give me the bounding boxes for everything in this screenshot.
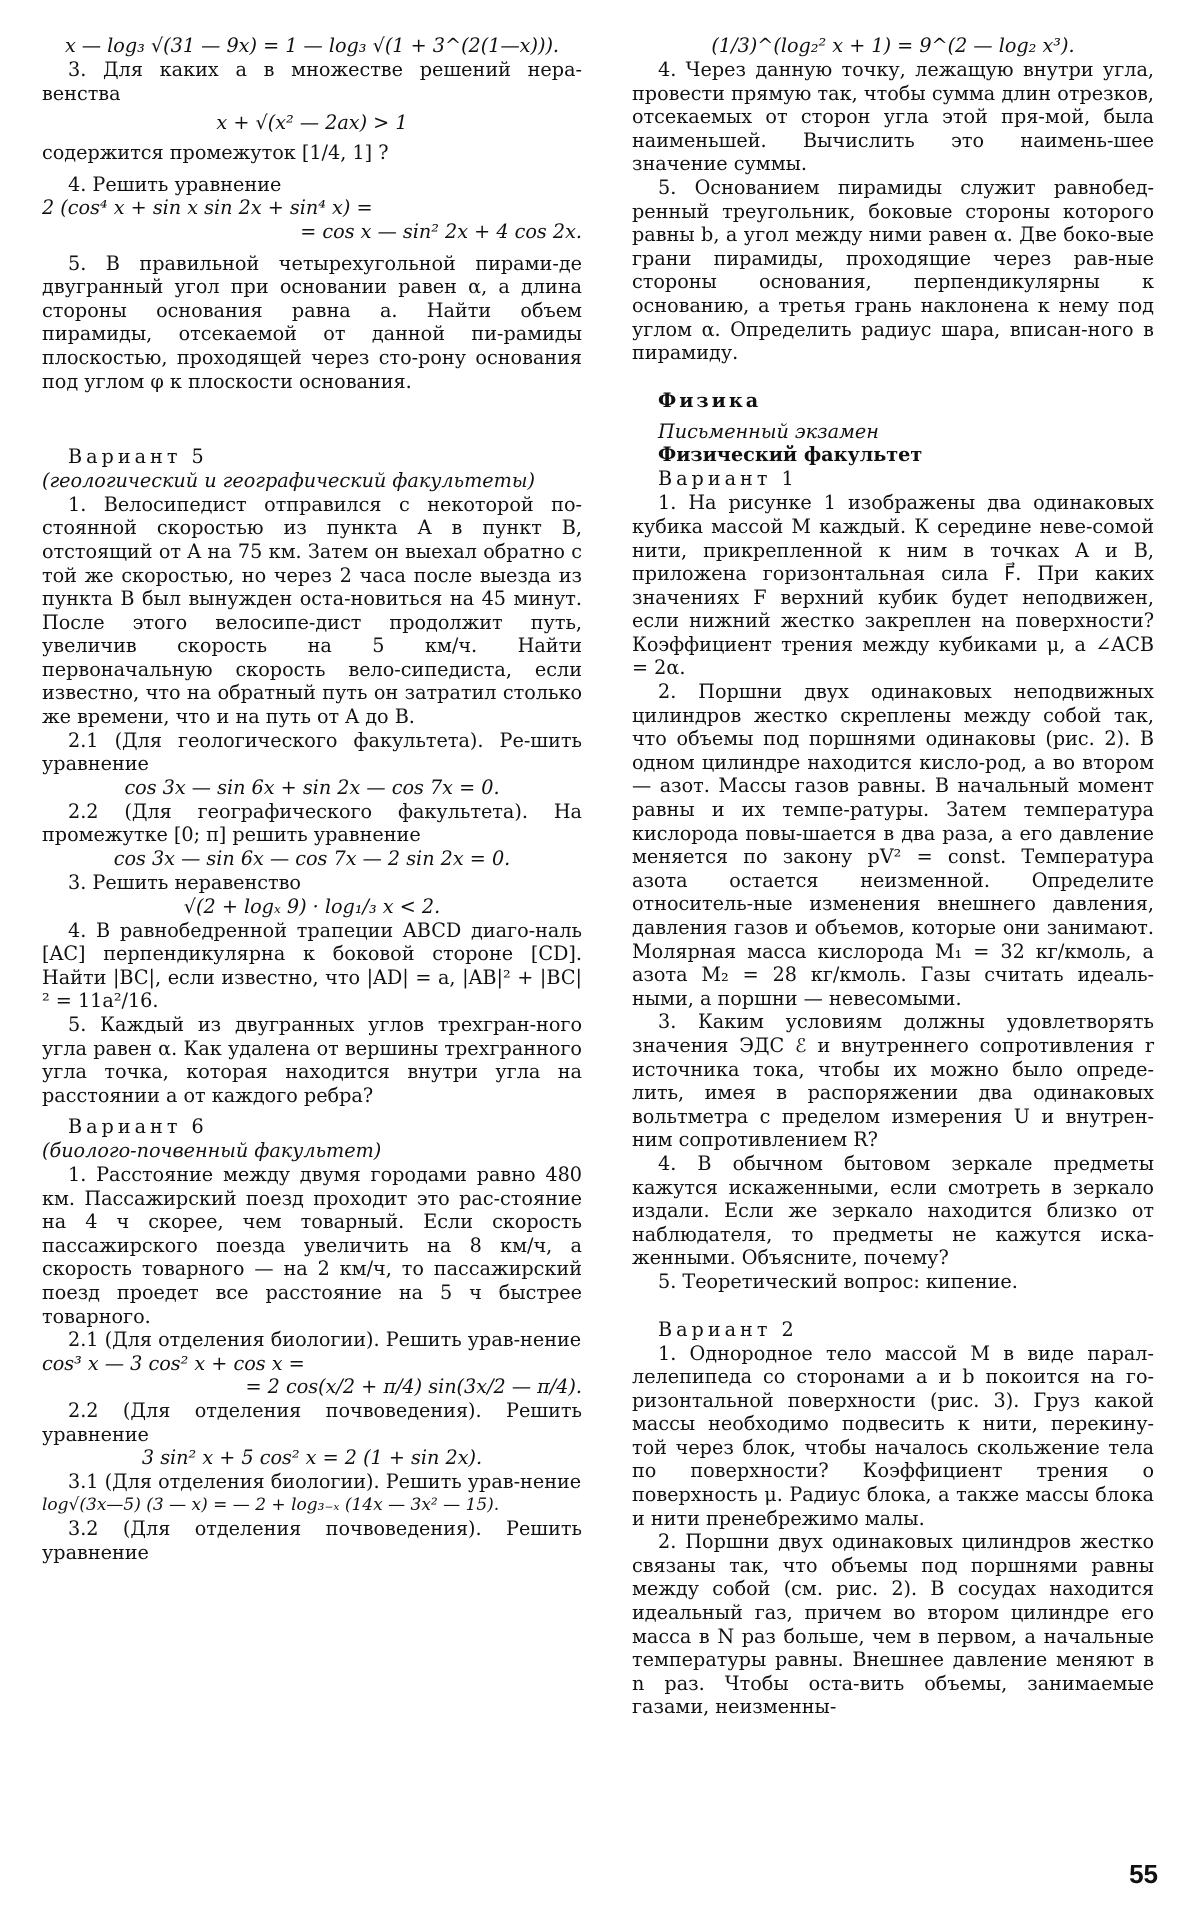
problem-4: 4. В равнобедренной трапеции ABCD диаго-наль [AC] перпендикулярна к боковой стороне [CD]. Найти |BC|, если известно, что |AD| = a, |AB|² + |BC|² = 11a²/16. — [42, 918, 582, 1013]
problem-5: 5. В правильной четырехугольной пирами-де двугранный угол при основании равен α, а длина стороны основания равна a. Найти объем пирамиды, отсекаемой от данной пи-рамиды плоскостью, проходящей через сто-рону основания под углом φ к плоскости основания. — [42, 251, 582, 393]
section-heading: Физика — [658, 388, 762, 412]
equation: = 2 cos(x/2 + π/4) sin(3x/2 — π/4). — [245, 1375, 582, 1399]
variant-title: Вариант 6 — [68, 1115, 208, 1139]
problem-3: 3. Для каких a в множестве решений нера-венства — [42, 58, 582, 105]
variant-subtitle: (биолого-почвенный факультет) — [42, 1139, 382, 1163]
problem-3-2: 3.2 (Для отделения почвоведения). Решить уравнение — [42, 1517, 582, 1564]
variant-title: Вариант 2 — [658, 1317, 798, 1341]
problem-4: 4. В обычном бытовом зеркале предметы кажутся искаженными, если смотреть в зеркало издали. Если же зеркало находится близко от наблюдателя, то предметы не кажутся иска-женными. Объясните, почему? — [632, 1151, 1154, 1270]
problem-2-1: 2.1 (Для геологического факультета). Ре-шить уравнение — [42, 728, 582, 776]
equation: 2 (cos⁴ x + sin x sin 2x + sin⁴ x) = — [42, 196, 373, 220]
problem-2: 2. Поршни двух одинаковых неподвижных цилиндров жестко скреплены между собой так, что объемы под поршнями одинаковы (рис. 2). В одном цилиндре находится кисло-род, а во втором — азот. Массы газов равны. В начальный момент равны и их темпе-ратуры. Затем температура кислорода повы-шается в два раза, а его давление меняется по закону pV² = const. Температура азота остается неизменной. Определите относитель-ные изменения внешнего давления, давления газов и объемов, которые они занимают. Молярная масса кислорода M₁ = 32 кг/кмоль, а азота M₂ = 28 кг/кмоль. Газы считать идеаль-ными, а поршни — невесомыми. — [632, 680, 1154, 1010]
left-column — [42, 0, 582, 1932]
equation: = cos x — sin² 2x + 4 cos 2x. — [300, 219, 582, 243]
problem-4: 4. Решить уравнение — [68, 172, 282, 196]
equation: (1/3)^(log₂² x + 1) = 9^(2 — log₂ x³). — [711, 34, 1075, 57]
equation: cos 3x — sin 6x — cos 7x — 2 sin 2x = 0. — [113, 847, 511, 871]
problem-3-cont: содержится промежуток [1/4, 1] ? — [42, 141, 389, 165]
equation: √(2 + logₓ 9) · log₁/₃ x < 2. — [183, 894, 441, 918]
problem-3: 3. Решить неравенство — [68, 871, 301, 895]
equation: 3 sin² x + 5 cos² x = 2 (1 + sin 2x). — [141, 1446, 483, 1470]
equation: cos 3x — sin 6x + sin 2x — cos 7x = 0. — [124, 775, 500, 799]
problem-2-2: 2.2 (Для географического факультета). На промежутке [0; π] решить уравнение — [42, 799, 582, 847]
faculty-heading: Физический факультет — [658, 443, 923, 467]
equation: x — log₃ √(31 — 9x) = 1 — log₃ √(1 + 3^(2(1—x))). — [64, 34, 560, 57]
page-number: 55 — [1129, 1859, 1158, 1889]
equation: x + √(x² — 2ax) > 1 — [216, 111, 408, 135]
problem-1: 1. Однородное тело массой M в виде парал-лелепипеда со сторонами a и b покоится на го-ризонтальной поверхности (рис. 3). Груз какой массы необходимо подвесить к нити, перекину-той через блок, чтобы началось скольжение тела по поверхности? Коэффициент трения о поверхность μ. Радиус блока, а также массы блока и нити пренебрежимо малы. — [632, 1341, 1154, 1530]
variant-title: Вариант 1 — [658, 467, 798, 491]
problem-5: 5. Теоретический вопрос: кипение. — [658, 1269, 1018, 1293]
equation: cos³ x — 3 cos² x + cos x = — [42, 1351, 305, 1375]
problem-1: 1. Расстояние между двумя городами равно 480 км. Пассажирский поезд проходит это рас-стояние на 4 ч скорее, чем товарный. Если скорость пассажирского поезда увеличить на 8 км/ч, а скорость товарного — на 2 км/ч, то пассажирский поезд проедет все расстояние на 5 ч быстрее товарного. — [42, 1162, 582, 1328]
problem-5: 5. Каждый из двугранных углов трехгран-ного угла равен α. Как удалена от вершины трехгранного угла точка, которая находится внутри угла на расстоянии a от каждого ребра? — [42, 1013, 582, 1107]
problem-5: 5. Основанием пирамиды служит равнобед-ренный треугольник, боковые стороны которого равны b, а угол между ними равен α. Две боко-вые грани пирамиды, проходящие через рав-ные стороны основания, перпендикулярны к основанию, а третья грань наклонена к нему под углом α. Определить радиус шара, вписан-ного в пирамиду. — [632, 175, 1154, 365]
problem-4: 4. Через данную точку, лежащую внутри угла, провести прямую так, чтобы сумма длин отрезков, отсекаемых от сторон угла этой пря-мой, была наименьшей. Вычислить это наимень-шее значение суммы. — [632, 58, 1154, 176]
variant-title: Вариант 5 — [68, 445, 208, 469]
problem-1: 1. На рисунке 1 изображены два одинаковых кубика массой M каждый. К середине неве-сомой нити, прикрепленной к ним в точках A и B, приложена горизонтальная сила F⃗. При каких значениях F верхний кубик будет неподвижен, если нижний жестко закреплен на поверхности? Коэффициент трения между кубиками μ, а ∠ACB = 2α. — [632, 491, 1154, 680]
problem-2: 2. Поршни двух одинаковых цилиндров жестко связаны так, что объемы под поршнями равны между собой (см. рис. 2). В сосудах находится идеальный газ, причем во втором цилиндре его масса в N раз больше, чем в первом, а начальные температуры равны. Внешнее давление меняют в n раз. Чтобы оста-вить объемы, занимаемые газами, неизменны- — [632, 1530, 1154, 1719]
variant-subtitle: (геологический и географический факультеты) — [42, 469, 535, 493]
exam-type: Письменный экзамен — [658, 419, 879, 443]
problem-3-1: 3.1 (Для отделения биологии). Решить урав-нение — [68, 1470, 582, 1494]
problem-3: 3. Каким условиям должны удовлетворять значения ЭДС ℰ и внутреннего сопротивления r источника тока, чтобы их можно было опреде-лить, имея в распоряжении два одинаковых вольтметра с пределом измерения U и внутрен-ним сопротивлением R? — [632, 1010, 1154, 1152]
problem-2-1: 2.1 (Для отделения биологии). Решить урав-нение — [68, 1328, 582, 1352]
equation: log√(3x—5) (3 — x) = — 2 + log₃₋ₓ (14x — 3x² — 15). — [42, 1494, 500, 1515]
right-column — [632, 0, 1154, 1932]
problem-2-2: 2.2 (Для отделения почвоведения). Решить уравнение — [42, 1398, 582, 1446]
problem-1: 1. Велосипедист отправился с некоторой по-стоянной скоростью из пункта A в пункт B, отстоящий от A на 75 км. Затем он выехал обратно с той же скоростью, но через 2 часа после выезда из пункта B был вынужден оста-новиться на 45 минут. После этого велосипе-дист продолжит путь, увеличив скорость на 5 км/ч. Найти первоначальную скорость вело-сипедиста, если известно, что на обратный путь он затратил столько же времени, что и на путь от A до B. — [42, 492, 582, 729]
